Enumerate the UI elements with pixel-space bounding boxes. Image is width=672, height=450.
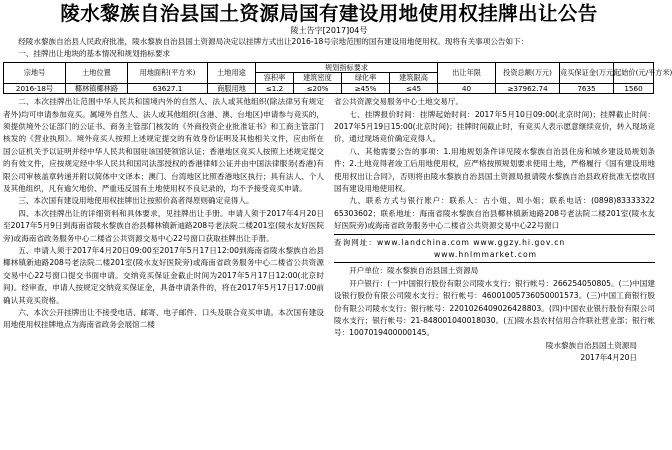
land-parcel-table <box>3 62 672 95</box>
right-paragraph: 七、挂牌报价时间：挂牌起始时间：2017年5月10日09:00(北京时间)；挂牌截止时间：2017年5月19日15:00(北京时间)；挂牌时间截止时，有竞买人表示愿意继续竞价，转入现场竞价，通过现场竞价确定竞得人。 <box>334 109 655 144</box>
header-density: 建筑密度 <box>294 73 342 84</box>
header-far: 容积率 <box>256 73 294 84</box>
header-height: 建筑限高 <box>390 73 438 84</box>
right-column <box>334 96 655 365</box>
right-paragraph: 九、联系方式与银行账户：联系人：古小姐、周小姐；联系电话：(0898)83333322 65303602；联系地址：海南省陵水黎族自治县椰林镇新迪路208号老法院二楼201室(陵水友好医院旁)或海南省政务服务中心二楼省公共资源交易中心22号窗口 <box>334 196 655 231</box>
header-location: 土地位置 <box>66 62 128 83</box>
cell-deposit: 7635 <box>560 83 614 94</box>
cell-parcel-no: 2016-18号 <box>4 83 66 94</box>
cell-start-price: 1560 <box>614 83 654 94</box>
cell-term: 40 <box>438 83 496 94</box>
payee: 开户单位：陵水黎族自治县国土资源局 <box>349 266 479 276</box>
divider <box>334 234 655 235</box>
websites-line2: www.hnlmmarket.com <box>434 249 538 259</box>
page-title: 陵水黎族自治县国土资源局国有建设用地使用权挂牌出让公告 <box>60 2 598 25</box>
left-paragraph: 五、申请人须于2017年4月20日09:00至2017年5月17日12:00到海南省陵水黎族自治县椰林镇新迪路208号老法院二楼201室(陵水友好医院旁)或海南省政务服务中心二楼省公共资源交易中心22号窗口提交书面申请。交纳竞买保证金截止时间为2017年5月17日12:00(北京时间)。经审查，申请人按规定交纳竞买保证金，具备申请条件的，将在2017年5月17日17:00前确认其竞买资格。 <box>3 245 324 305</box>
header-planning: 规划指标要求 <box>256 62 438 73</box>
divider <box>334 262 655 263</box>
date: 2017年4月20日 <box>580 353 637 363</box>
left-paragraph: 三、本次国有建设用地使用权挂牌出让按照价高者得原则确定竞得人。 <box>18 196 254 206</box>
left-column <box>3 96 324 365</box>
cell-far: ≤1.2 <box>256 83 294 94</box>
table-row <box>4 83 654 94</box>
websites-line1: 查询网址：www.landchina.com www.ggzy.hi.gov.cn <box>334 237 566 247</box>
header-term: 出让年限 <box>438 62 496 83</box>
cell-height: ≤45 <box>390 83 438 94</box>
cell-location: 椰林镇椰林路 <box>66 83 128 94</box>
document-number: 陵土告字[2017]04号 <box>290 26 368 35</box>
cell-investment: ≥37962.74 <box>496 83 560 94</box>
section1-heading: 一、挂牌出让地块的基本情况和规划指标要求 <box>18 49 171 59</box>
header-investment: 投资总额(万元) <box>496 62 560 83</box>
left-paragraph: 四、本次挂牌出让的详细资料和具体要求，见挂牌出让手册。申请人须于2017年4月20日至2017年5月9日到海南省陵水黎族自治县椰林镇新迪路208号老法院二楼201室(陵水友好医院旁)或海南省政务服务中心二楼省公共资源交易中心22号窗口获取挂牌出让手册。 <box>3 208 324 243</box>
left-paragraph: 二、本次挂牌出让范围中华人民共和国境内外的自然人、法人或其他组织(除法律另有规定者外)均可申请参加竞买。属境外自然人、法人或其他组织(含港、澳、台地区)申请参与竞买的，须提供境外公证部门的公证书、商务主管部门核发的《外商投资企业批准证书》和工商主管部门核发的《营业执照》。境外竞买人按照上述规定提交的有效身份证明及其他相关文件，应由所在国公证机关予以证明并经中华人民共和国驻该国使领馆认证；香港地区竞买人按照上述规定提交的有效文件，应按规定经中华人民共和国司法部授权的香港律师公证并由中国法律服务(香港)有限公司审核盖章转递并附以简体中文译本；澳门、台湾地区比照香港地区执行；具有法人、个人及其他组织，凡有逾欠地价、严重违反国有土地使用权不良记录的，均不予接受竞买申请。 <box>3 97 324 193</box>
cell-density: ≤20% <box>294 83 342 94</box>
header-green: 绿化率 <box>342 73 390 84</box>
header-deposit: 竞买保证金(万元) <box>560 62 614 83</box>
bank-accounts: 开户银行：(一)中国银行股份有限公司陵水支行；银行帐号：266254050805。(二)中国建设银行股份有限公司陵水支行；银行帐号：46001005736050001573。(三)中国工商银行股份有限公司陵水支行；银行帐号：2201026409026428803。(四)中国农业银行股份有限公司陵水支行；银行帐号：21-848001040018030。(五)陵水县农村信用合作联社营业部；银行帐号：1007019400000145。 <box>334 278 655 338</box>
header-start-price: 起始价(元/平方米) <box>614 62 654 83</box>
header-use: 土地用途 <box>208 62 256 83</box>
right-paragraph: 八、其他需要公告的事项：1.用地规划条件详见陵水黎族自治县住房和城乡建设局规划条件；2.土地竞得者竣工后用地使用权，应严格按照规划要求使用土地，严格履行《国有建设用地使用权出让合同》，否则将由陵水黎族自治县国土资源局报请陵水黎族自治县政府批准无偿收回国有建设用地使用权。 <box>334 146 655 193</box>
signature: 陵水黎族自治县国土资源局 <box>545 340 637 350</box>
cell-green: ≥45% <box>342 83 390 94</box>
header-area: 用地面积(平方米) <box>128 62 208 83</box>
cell-area: 63627.1 <box>128 83 208 94</box>
header-parcel-no: 宗地号 <box>4 62 66 83</box>
body-columns <box>3 96 655 365</box>
cell-use: 商服用地 <box>208 83 256 94</box>
intro-paragraph: 经陵水黎族自治县人民政府批准，陵水黎族自治县国土资源局决定以挂牌方式出让2016-18号宗地范围的国有建设用地使用权。现将有关事项公告如下： <box>18 37 529 46</box>
right-paragraph: 省公共资源交易服务中心土地交易厅。 <box>334 97 464 107</box>
left-paragraph: 六、本次公开挂牌出让不接受电话、邮寄、电子邮件、口头及联合竞买申请。本次国有建设用地使用权挂牌地点为海南省政务会展馆二楼 <box>3 308 324 330</box>
